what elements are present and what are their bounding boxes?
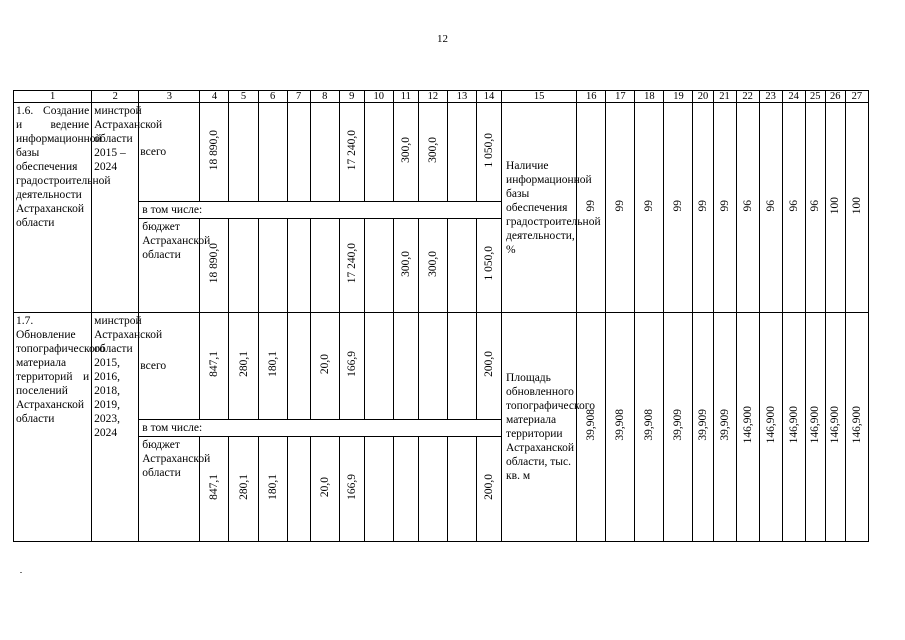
total-label: всего — [139, 313, 200, 420]
indicator-value: 99 — [643, 199, 656, 212]
column-number: 8 — [310, 91, 339, 103]
indicator-value: 99 — [672, 199, 685, 212]
indicator-value: 39,908 — [585, 409, 598, 441]
amount-value: 847,1 — [208, 351, 221, 377]
amount-cell — [200, 103, 229, 202]
amount-cell — [200, 313, 229, 420]
amount-cell — [418, 437, 447, 542]
scan-speck — [20, 572, 22, 573]
budget-label: бюджет Астраханской области — [139, 219, 200, 313]
budget-label: бюджет Астраханской области — [139, 437, 200, 542]
column-number: 26 — [825, 91, 845, 103]
row-total — [14, 313, 869, 420]
indicator-value: 96 — [741, 199, 754, 212]
amount-value: 180,1 — [266, 351, 279, 377]
indicator-value: 99 — [718, 199, 731, 212]
amount-value: 300,0 — [426, 250, 439, 277]
indicator-value: 96 — [764, 199, 777, 212]
amount-cell — [477, 219, 502, 313]
amount-cell — [200, 219, 229, 313]
column-number: 11 — [393, 91, 418, 103]
indicator-value-cell — [845, 313, 868, 542]
amount-value: 200,0 — [483, 351, 496, 377]
column-number: 9 — [339, 91, 364, 103]
indicator-value-cell — [805, 103, 825, 313]
column-number: 1 — [14, 91, 92, 103]
amount-cell — [310, 437, 339, 542]
indicator-value: 99 — [614, 199, 627, 212]
amount-cell — [287, 219, 310, 313]
amount-cell — [258, 437, 287, 542]
amount-value: 18 890,0 — [208, 243, 221, 284]
amount-cell — [339, 103, 364, 202]
indicator-value-cell — [713, 103, 736, 313]
amount-cell — [477, 103, 502, 202]
item-name-cell — [14, 103, 111, 313]
column-number: 6 — [258, 91, 287, 103]
amount-value: 18 890,0 — [208, 129, 221, 171]
indicator-value: 146,900 — [741, 406, 754, 444]
amount-cell — [258, 313, 287, 420]
amount-cell — [258, 219, 287, 313]
indicator-value-cell — [782, 313, 805, 542]
row-total — [14, 103, 869, 202]
amount-value: 17 240,0 — [345, 243, 358, 284]
indicator-value-cell — [736, 313, 759, 542]
amount-cell — [229, 313, 258, 420]
indicator-value: 99 — [696, 199, 709, 212]
indicator-value-cell — [825, 313, 845, 542]
including-label: в том числе: — [139, 420, 502, 437]
column-number: 5 — [229, 91, 258, 103]
indicator-value: 100 — [850, 196, 863, 215]
including-label: в том числе: — [139, 202, 502, 219]
amount-value: 280,1 — [237, 351, 250, 377]
indicator-value: 39,909 — [718, 409, 731, 441]
amount-value: 847,1 — [208, 474, 221, 500]
column-number: 13 — [447, 91, 476, 103]
column-number: 18 — [635, 91, 664, 103]
amount-value: 200,0 — [483, 474, 496, 500]
amount-cell — [364, 103, 393, 202]
amount-cell — [310, 219, 339, 313]
executor-text: минстрой Астраханской области 2015 – 2024 — [94, 105, 163, 173]
amount-cell — [418, 219, 447, 313]
program-table — [13, 90, 869, 542]
indicator-value: 146,900 — [809, 406, 822, 444]
indicator-value: 96 — [787, 199, 800, 212]
indicator-value: 99 — [585, 199, 598, 212]
amount-value: 300,0 — [426, 137, 439, 163]
column-number: 15 — [502, 91, 577, 103]
indicator-value: 39,908 — [614, 409, 627, 441]
indicator-value: 39,909 — [696, 409, 709, 441]
column-number: 22 — [736, 91, 759, 103]
column-number: 21 — [713, 91, 736, 103]
column-number: 20 — [693, 91, 713, 103]
amount-cell — [339, 219, 364, 313]
indicator-value-cell — [825, 103, 845, 313]
amount-value: 166,9 — [345, 474, 358, 500]
amount-cell — [364, 219, 393, 313]
indicator-value-cell — [606, 103, 635, 313]
column-number: 16 — [577, 91, 606, 103]
indicator-text: Площадь обновленного топографического материала территории Астраханской области, тыс. кв. м — [506, 372, 595, 482]
indicator-value-cell — [577, 103, 606, 313]
column-number: 19 — [664, 91, 693, 103]
column-number: 27 — [845, 91, 868, 103]
amount-cell — [447, 103, 476, 202]
amount-value: 300,0 — [399, 137, 412, 163]
column-number: 25 — [805, 91, 825, 103]
amount-cell — [258, 103, 287, 202]
amount-cell — [339, 437, 364, 542]
item-name-cell — [14, 313, 105, 542]
amount-value: 1 050,0 — [483, 132, 496, 168]
column-number-row — [14, 91, 869, 103]
amount-cell — [418, 103, 447, 202]
amount-value: 20,0 — [318, 476, 331, 498]
indicator-value-cell — [606, 313, 635, 542]
indicator-value-cell — [664, 313, 693, 542]
amount-cell — [339, 313, 364, 420]
amount-value: 1 050,0 — [483, 246, 496, 281]
amount-cell — [447, 219, 476, 313]
amount-value: 300,0 — [399, 250, 412, 277]
amount-cell — [229, 219, 258, 313]
column-number: 14 — [477, 91, 502, 103]
indicator-value: 146,900 — [850, 406, 863, 444]
indicator-value-cell — [805, 313, 825, 542]
amount-cell — [393, 219, 418, 313]
indicator-text: Наличие информационной базы обеспечения градостроительной деятельности, % — [506, 159, 601, 256]
total-label: всего — [139, 103, 200, 202]
indicator-value-cell — [759, 313, 782, 542]
indicator-value: 146,900 — [787, 406, 800, 444]
indicator-value-cell — [693, 313, 713, 542]
column-number: 17 — [606, 91, 635, 103]
amount-cell — [418, 313, 447, 420]
item-name: 1.6. Создание и ведение информационной базы обеспечения градостроительной деятельности Астраханской области — [16, 105, 111, 229]
indicator-value-cell — [693, 103, 713, 313]
amount-cell — [477, 437, 502, 542]
column-number: 12 — [418, 91, 447, 103]
amount-value: 20,0 — [318, 353, 331, 375]
indicator-value-cell — [759, 103, 782, 313]
executor-text: минстрой Астраханской области 2015, 2016, 2018, 2019, 2023, 2024 — [94, 315, 163, 439]
amount-cell — [447, 313, 476, 420]
indicator-value-cell — [845, 103, 868, 313]
amount-cell — [310, 103, 339, 202]
amount-cell — [229, 437, 258, 542]
column-number: 23 — [759, 91, 782, 103]
column-number: 2 — [92, 91, 139, 103]
item-name: 1.7. Обновление топографического материала территорий и поселений Астраханской области — [16, 315, 105, 425]
amount-value: 180,1 — [266, 474, 279, 500]
indicator-value: 96 — [809, 199, 822, 212]
amount-cell — [447, 437, 476, 542]
indicator-value-cell — [664, 103, 693, 313]
indicator-value: 146,900 — [829, 406, 842, 444]
column-number: 4 — [200, 91, 229, 103]
indicator-value-cell — [635, 313, 664, 542]
amount-cell — [287, 103, 310, 202]
amount-cell — [477, 313, 502, 420]
indicator-value-cell — [713, 313, 736, 542]
indicator-value-cell — [635, 103, 664, 313]
indicator-value: 100 — [829, 196, 842, 215]
column-number: 10 — [364, 91, 393, 103]
amount-cell — [229, 103, 258, 202]
amount-value: 17 240,0 — [345, 129, 358, 171]
indicator-value: 39,909 — [672, 409, 685, 441]
indicator-value: 39,908 — [643, 409, 656, 441]
amount-cell — [393, 437, 418, 542]
column-number: 3 — [139, 91, 200, 103]
amount-cell — [364, 313, 393, 420]
amount-value: 280,1 — [237, 474, 250, 500]
column-number: 24 — [782, 91, 805, 103]
indicator-value-cell — [782, 103, 805, 313]
page-number: 12 — [437, 33, 448, 45]
amount-cell — [287, 437, 310, 542]
amount-cell — [364, 437, 393, 542]
amount-value: 166,9 — [345, 351, 358, 377]
amount-cell — [310, 313, 339, 420]
indicator-value-cell — [577, 313, 606, 542]
column-number: 7 — [287, 91, 310, 103]
indicator-value: 146,900 — [764, 406, 777, 444]
amount-cell — [287, 313, 310, 420]
amount-cell — [393, 313, 418, 420]
amount-cell — [393, 103, 418, 202]
indicator-value-cell — [736, 103, 759, 313]
